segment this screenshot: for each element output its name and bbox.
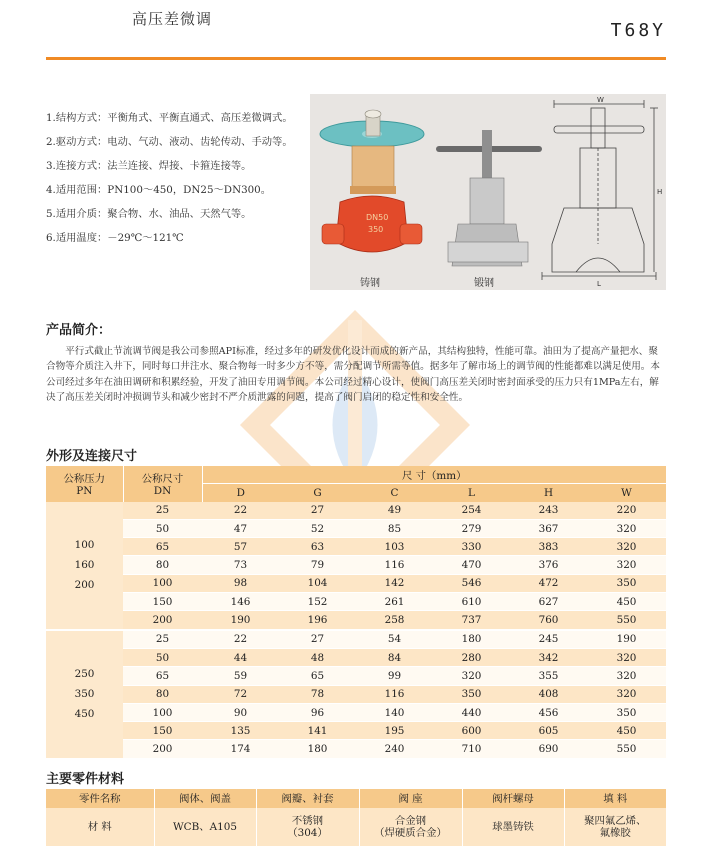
dimension-cell: 600 — [433, 722, 510, 740]
cast-steel-valve-image — [320, 110, 424, 252]
dimension-cell: 342 — [510, 648, 587, 666]
column-header: W — [587, 484, 666, 502]
dimension-cell: 142 — [356, 574, 433, 592]
table-row — [46, 740, 666, 758]
dimension-cell: 350 — [433, 685, 510, 703]
dimension-cell: 710 — [433, 740, 510, 758]
pn-value: 160 — [74, 559, 95, 572]
valve-illustrations — [310, 94, 666, 290]
dimension-cell: 54 — [356, 630, 433, 649]
column-header: G — [279, 484, 356, 502]
dimension-cell: 22 — [202, 630, 279, 649]
dimension-cell: 27 — [279, 502, 356, 520]
table-row — [46, 556, 666, 574]
dn-header — [123, 466, 202, 502]
pn-header-label: 公称压力 — [63, 473, 106, 486]
dimension-cell: 320 — [587, 648, 666, 666]
feature-list — [46, 112, 316, 256]
table-row — [46, 667, 666, 685]
dimension-cell: 146 — [202, 593, 279, 611]
dimension-cell: 104 — [279, 574, 356, 592]
dimension-cell: 180 — [433, 630, 510, 649]
dn-cell: 100 — [123, 703, 202, 721]
dimension-cell: 116 — [356, 685, 433, 703]
material-cell — [359, 808, 462, 846]
dimension-cell: 22 — [202, 502, 279, 520]
dimension-cell: 65 — [279, 667, 356, 685]
dimension-cell: 440 — [433, 703, 510, 721]
intro-paragraph: 平行式截止节流调节阀是我公司参照API标准，经过多年的研发优化设计而成的新产品，其结构独特，性能可靠。油田为了提高产量把水、聚合物等介质注入井下，同时每口井注水、聚合物每一时多少方不等，需分配调节所需等值。据多年了解市场上的调节阀的性能都难以满足使用。本公司经过多年在油田调研和积累经验，开发了油田专用调节阀。本公司经过精心设计，使阀门高压差关闭时密封面承受的压力只有1MPa左右，解决了高压差关闭时冲损调节头和减少密封不严介质泄露的问题，提高了阀门启闭的稳定性和安全性。 — [46, 346, 660, 403]
pn-value: 450 — [74, 708, 95, 721]
parts-heading: 主要零件材料 — [46, 772, 125, 787]
page-title: 高压差微调 — [132, 10, 213, 28]
column-header: H — [510, 484, 587, 502]
dimension-cell: 140 — [356, 703, 433, 721]
table-row — [46, 630, 666, 649]
material-line: WCB、A105 — [173, 821, 237, 833]
pn-header-symbol: PN — [76, 485, 93, 498]
body-marking: 350 — [368, 225, 384, 234]
dimension-cell: 99 — [356, 667, 433, 685]
dn-cell: 65 — [123, 538, 202, 556]
column-header: L — [433, 484, 510, 502]
dimension-cell: 152 — [279, 593, 356, 611]
dimension-cell: 408 — [510, 685, 587, 703]
dn-cell: 150 — [123, 593, 202, 611]
dimension-cell: 52 — [279, 519, 356, 537]
dimension-cell: 190 — [202, 611, 279, 630]
material-line: 聚四氟乙烯、 — [584, 815, 647, 827]
dimension-cell: 190 — [587, 630, 666, 649]
dimension-cell: 195 — [356, 722, 433, 740]
feature-item: 1.结构方式：平衡角式、平衡直通式、高压差微调式。 — [46, 112, 293, 124]
table-row — [46, 703, 666, 721]
material-cell — [154, 808, 256, 846]
dimension-cell: 48 — [279, 648, 356, 666]
column-header: D — [202, 484, 279, 502]
dimension-cell: 78 — [279, 685, 356, 703]
dimension-cell: 27 — [279, 630, 356, 649]
dn-cell: 25 — [123, 630, 202, 649]
dimension-cell: 135 — [202, 722, 279, 740]
dimension-cell: 240 — [356, 740, 433, 758]
dimension-cell: 72 — [202, 685, 279, 703]
table-row — [46, 685, 666, 703]
product-photos — [310, 94, 666, 290]
dn-cell: 50 — [123, 648, 202, 666]
dimension-cell: 258 — [356, 611, 433, 630]
dimension-cell: 320 — [587, 685, 666, 703]
dimension-cell: 450 — [587, 593, 666, 611]
dimension-cell: 44 — [202, 648, 279, 666]
dimensions-body — [46, 502, 666, 759]
dn-header-label: 公称尺寸 — [141, 473, 184, 486]
dimension-cell: 367 — [510, 519, 587, 537]
dimension-cell: 243 — [510, 502, 587, 520]
table-row — [46, 502, 666, 520]
dimension-cell: 320 — [587, 667, 666, 685]
dimension-cell: 472 — [510, 574, 587, 592]
dimension-cell: 330 — [433, 538, 510, 556]
dn-header-symbol: DN — [153, 485, 172, 498]
dimensions-heading: 外形及连接尺寸 — [46, 449, 138, 464]
pn-value: 200 — [74, 579, 95, 592]
dimension-cell: 546 — [433, 574, 510, 592]
dimension-cell: 550 — [587, 740, 666, 758]
dn-cell: 80 — [123, 685, 202, 703]
material-line: 不锈钢 — [291, 815, 324, 827]
table-row — [46, 611, 666, 630]
dimension-cell: 550 — [587, 611, 666, 630]
dn-cell: 50 — [123, 519, 202, 537]
dimension-cell: 760 — [510, 611, 587, 630]
dn-cell: 80 — [123, 556, 202, 574]
parts-header-cell: 阀体、阀盖 — [154, 789, 256, 808]
table-row — [46, 519, 666, 537]
table-row — [46, 722, 666, 740]
dimension-cell: 383 — [510, 538, 587, 556]
dimension-cell: 63 — [279, 538, 356, 556]
parts-header-cell: 阀杆螺母 — [462, 789, 564, 808]
dimension-cell: 605 — [510, 722, 587, 740]
dim-label-l: L — [597, 280, 601, 288]
dimension-cell: 254 — [433, 502, 510, 520]
dimension-cell: 73 — [202, 556, 279, 574]
parts-header-cell: 阀瓣、衬套 — [256, 789, 359, 808]
table-row — [46, 648, 666, 666]
dimension-cell: 320 — [587, 519, 666, 537]
dimension-cell: 220 — [587, 502, 666, 520]
cast-steel-caption: 铸钢 — [360, 278, 380, 289]
material-line: （304） — [287, 827, 328, 839]
pn-group-cell — [46, 630, 123, 759]
table-row — [46, 538, 666, 556]
dimension-cell: 627 — [510, 593, 587, 611]
dimension-cell: 98 — [202, 574, 279, 592]
dimension-cell: 96 — [279, 703, 356, 721]
header-divider — [46, 57, 666, 60]
dimension-cell: 320 — [587, 538, 666, 556]
dimension-cell: 279 — [433, 519, 510, 537]
feature-item: 3.连接方式：法兰连接、焊接、卡箍连接等。 — [46, 160, 252, 172]
dimension-cell: 103 — [356, 538, 433, 556]
dimension-cell: 174 — [202, 740, 279, 758]
dn-cell: 65 — [123, 667, 202, 685]
dimension-cell: 350 — [587, 703, 666, 721]
dimensions-table — [46, 466, 666, 759]
feature-item: 4.适用范围：PN100～450，DN25～DN300。 — [46, 184, 272, 196]
material-line: （焊硬质合金） — [374, 827, 447, 839]
pn-value: 100 — [74, 539, 95, 552]
dn-cell: 200 — [123, 611, 202, 630]
dimension-cell: 141 — [279, 722, 356, 740]
dimension-cell: 690 — [510, 740, 587, 758]
parts-header-cell: 零件名称 — [46, 789, 154, 808]
dn-cell: 25 — [123, 502, 202, 520]
dimension-cell: 116 — [356, 556, 433, 574]
dimension-cell: 737 — [433, 611, 510, 630]
dimension-cell: 320 — [587, 556, 666, 574]
table-row — [46, 593, 666, 611]
material-cell — [564, 808, 666, 846]
dn-cell: 100 — [123, 574, 202, 592]
model-number: T68Y — [610, 20, 666, 41]
dn-cell: 150 — [123, 722, 202, 740]
dimension-cell: 180 — [279, 740, 356, 758]
dn-cell: 200 — [123, 740, 202, 758]
body-marking: DN50 — [366, 213, 389, 222]
dimension-cell: 456 — [510, 703, 587, 721]
dimension-cell: 245 — [510, 630, 587, 649]
feature-item: 2.驱动方式：电动、气动、液动、齿轮传动、手动等。 — [46, 136, 293, 148]
parts-material-row — [46, 808, 666, 846]
dimension-cell: 47 — [202, 519, 279, 537]
dimension-cell: 79 — [279, 556, 356, 574]
parts-row-label: 材 料 — [46, 808, 154, 846]
intro-heading: 产品简介： — [46, 323, 112, 338]
dim-label-h: H — [657, 188, 663, 196]
dimension-cell: 280 — [433, 648, 510, 666]
dimension-cell: 320 — [433, 667, 510, 685]
parts-header-cell: 填 料 — [564, 789, 666, 808]
dimension-drawing — [542, 100, 658, 280]
feature-item: 6.适用温度：－29℃～121℃ — [46, 232, 184, 244]
pn-value: 350 — [74, 688, 95, 701]
pn-header — [46, 466, 123, 502]
parts-table — [46, 789, 666, 846]
dimension-cell: 350 — [587, 574, 666, 592]
parts-header-cell: 阀 座 — [359, 789, 462, 808]
pn-group-cell — [46, 502, 123, 630]
size-header: 尺 寸（mm） — [202, 466, 666, 484]
parts-header-row — [46, 789, 666, 808]
dimension-cell: 57 — [202, 538, 279, 556]
column-header: C — [356, 484, 433, 502]
dimension-cell: 610 — [433, 593, 510, 611]
material-line: 合金钢 — [394, 815, 427, 827]
dimension-cell: 196 — [279, 611, 356, 630]
material-cell — [256, 808, 359, 846]
dimension-cell: 90 — [202, 703, 279, 721]
feature-item: 5.适用介质：聚合物、水、油品、天然气等。 — [46, 208, 252, 220]
forged-steel-valve-image — [436, 130, 542, 266]
material-line: 氟橡胶 — [599, 827, 631, 839]
table-row — [46, 574, 666, 592]
pn-value: 250 — [74, 668, 95, 681]
material-cell — [462, 808, 564, 846]
dimension-cell: 59 — [202, 667, 279, 685]
dimension-cell: 450 — [587, 722, 666, 740]
material-line: 球墨铸铁 — [492, 821, 534, 833]
forged-steel-caption: 锻钢 — [474, 278, 494, 289]
dimension-cell: 376 — [510, 556, 587, 574]
dimension-cell: 85 — [356, 519, 433, 537]
dimension-cell: 261 — [356, 593, 433, 611]
dimension-cell: 49 — [356, 502, 433, 520]
dim-label-w: W — [597, 96, 604, 104]
dimension-cell: 470 — [433, 556, 510, 574]
dimension-cell: 84 — [356, 648, 433, 666]
dimension-cell: 355 — [510, 667, 587, 685]
